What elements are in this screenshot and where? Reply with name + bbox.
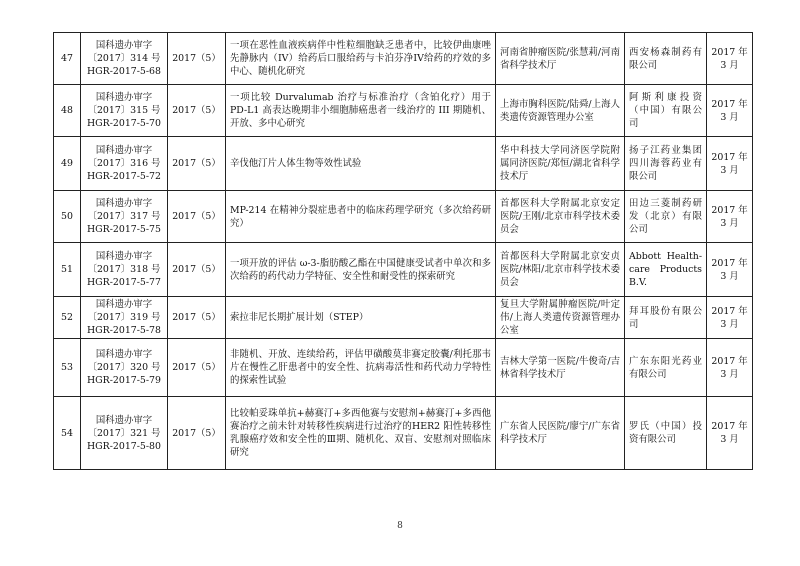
approval-id-line: HGR-2017-5-75 [87, 224, 161, 235]
approval-id-line: 国科遗办审字 [95, 92, 153, 103]
year-batch: 2017（5） [168, 137, 226, 191]
row-number: 53 [54, 339, 81, 397]
table-row [54, 191, 753, 243]
organization-cell: 首都医科大学附属北京安贞医院/林阳/北京市科学技术委员会 [496, 243, 625, 297]
row-number: 50 [54, 191, 81, 243]
organization-cell: 广东省人民医院/廖宁/广东省科学技术厅 [496, 397, 625, 470]
row-number: 48 [54, 85, 81, 137]
approval-date: 2017 年 3 月 [707, 33, 753, 85]
project-title: 一项在恶性血液疾病伴中性粒细胞缺乏患者中，比较伊曲康唑先静脉内（IV）给药后口服给药与卡泊芬净IV给药的疗效的多中心、随机化研究 [226, 33, 496, 85]
page-number: 8 [397, 521, 403, 531]
year-batch: 2017（5） [168, 243, 226, 297]
row-number: 54 [54, 397, 81, 470]
project-title: MP-214 在精神分裂症患者中的临床药理学研究（多次给药研究） [226, 191, 496, 243]
row-number: 51 [54, 243, 81, 297]
organization-cell: 吉林大学第一医院/牛俊奇/吉林省科学技术厅 [496, 339, 625, 397]
project-title: 一项开放的评估 ω-3-脂肪酸乙酯在中国健康受试者中单次和多次给药的药代动力学特征、安全性和耐受性的探索研究 [226, 243, 496, 297]
approval-table [53, 32, 753, 470]
approval-id-line: 〔2017〕320 号 [87, 362, 161, 373]
project-title: 一项比较 Durvalumab 治疗与标准治疗（含铂化疗）用于 PD-L1 高表达晚期非小细胞肺癌患者一线治疗的 III 期随机、开放、多中心研究 [226, 85, 496, 137]
applicant-cell: 罗氏（中国）投资有限公司 [625, 397, 707, 470]
approval-id-line: 〔2017〕316 号 [87, 158, 161, 169]
organization-cell: 华中科技大学同济医学院附属同济医院/郑恒/湖北省科学技术厅 [496, 137, 625, 191]
approval-date: 2017 年 3 月 [707, 243, 753, 297]
approval-id-line: 〔2017〕319 号 [87, 312, 161, 323]
approval-date: 2017 年 3 月 [707, 339, 753, 397]
approval-date: 2017 年 3 月 [707, 297, 753, 339]
applicant-cell: 田边三菱制药研发（北京）有限公司 [625, 191, 707, 243]
approval-date: 2017 年 3 月 [707, 191, 753, 243]
approval-date: 2017 年 3 月 [707, 397, 753, 470]
approval-id-cell [81, 33, 168, 85]
approval-id-line: 〔2017〕317 号 [87, 211, 161, 222]
project-title: 比较帕妥珠单抗+赫赛汀+多西他赛与安慰剂+赫赛汀+多西他赛治疗之前未针对转移性疾病进行过治疗的HER2 阳性转移性乳腺癌疗效和安全性的Ⅲ期、随机化、双盲、安慰剂对照临床研究 [226, 397, 496, 470]
organization-cell: 复旦大学附属肿瘤医院/叶定伟/上海人类遗传资源管理办公室 [496, 297, 625, 339]
approval-id-line: HGR-2017-5-70 [87, 118, 161, 129]
organization-cell: 上海市胸科医院/陆舜/上海人类遗传资源管理办公室 [496, 85, 625, 137]
year-batch: 2017（5） [168, 191, 226, 243]
table-row [54, 397, 753, 470]
approval-id-cell [81, 85, 168, 137]
row-number: 47 [54, 33, 81, 85]
project-title: 辛伐他汀片人体生物等效性试验 [226, 137, 496, 191]
applicant-cell: Abbott Health-care Products B.V. [625, 243, 707, 297]
approval-id-line: HGR-2017-5-68 [87, 66, 161, 77]
organization-cell: 首都医科大学附属北京安定医院/王刚/北京市科学技术委员会 [496, 191, 625, 243]
approval-id-line: HGR-2017-5-72 [87, 171, 161, 182]
table-row [54, 85, 753, 137]
table-body [54, 33, 753, 470]
approval-id-line: HGR-2017-5-78 [87, 325, 161, 336]
approval-id-line: 国科遗办审字 [95, 198, 153, 209]
approval-id-line: 〔2017〕321 号 [87, 427, 161, 439]
applicant-cell: 广东东阳光药业有限公司 [625, 339, 707, 397]
table-row [54, 137, 753, 191]
table-row [54, 339, 753, 397]
applicant-cell: 阿斯利康投资（中国）有限公司 [625, 85, 707, 137]
project-title: 索拉非尼长期扩展计划（STEP） [226, 297, 496, 339]
approval-id-cell [81, 397, 168, 470]
approval-id-cell [81, 191, 168, 243]
approval-id-line: 〔2017〕314 号 [87, 53, 161, 64]
project-title: 非随机、开放、连续给药，评估甲磺酸莫非赛定胶囊/利托那韦片在慢性乙肝患者中的安全性、抗病毒活性和药代动力学特性的探索性试验 [226, 339, 496, 397]
approval-id-line: 国科遗办审字 [95, 299, 153, 310]
approval-id-line: 国科遗办审字 [95, 414, 153, 426]
row-number: 52 [54, 297, 81, 339]
table-row [54, 243, 753, 297]
approval-id-cell [81, 243, 168, 297]
table-row [54, 297, 753, 339]
approval-id-cell [81, 297, 168, 339]
table-row [54, 33, 753, 85]
row-number: 49 [54, 137, 81, 191]
approval-id-line: 〔2017〕318 号 [87, 264, 161, 275]
approval-id-line: HGR-2017-5-79 [87, 375, 161, 386]
approval-id-line: 国科遗办审字 [95, 251, 153, 262]
organization-cell: 河南省肿瘤医院/张慧莉/河南省科学技术厅 [496, 33, 625, 85]
approval-date: 2017 年 3 月 [707, 137, 753, 191]
approval-id-line: 国科遗办审字 [95, 349, 153, 360]
applicant-cell: 西安杨森制药有限公司 [625, 33, 707, 85]
approval-id-cell [81, 137, 168, 191]
applicant-cell: 拜耳股份有限公司 [625, 297, 707, 339]
approval-id-line: HGR-2017-5-80 [87, 440, 161, 452]
year-batch: 2017（5） [168, 297, 226, 339]
approval-id-cell [81, 339, 168, 397]
year-batch: 2017（5） [168, 85, 226, 137]
applicant-cell: 扬子江药业集团四川海蓉药业有限公司 [625, 137, 707, 191]
year-batch: 2017（5） [168, 339, 226, 397]
approval-id-line: HGR-2017-5-77 [87, 277, 161, 288]
approval-id-line: 〔2017〕315 号 [87, 105, 161, 116]
approval-date: 2017 年 3 月 [707, 85, 753, 137]
approval-id-line: 国科遗办审字 [95, 40, 153, 51]
year-batch: 2017（5） [168, 33, 226, 85]
approval-id-line: 国科遗办审字 [95, 145, 153, 156]
year-batch: 2017（5） [168, 397, 226, 470]
